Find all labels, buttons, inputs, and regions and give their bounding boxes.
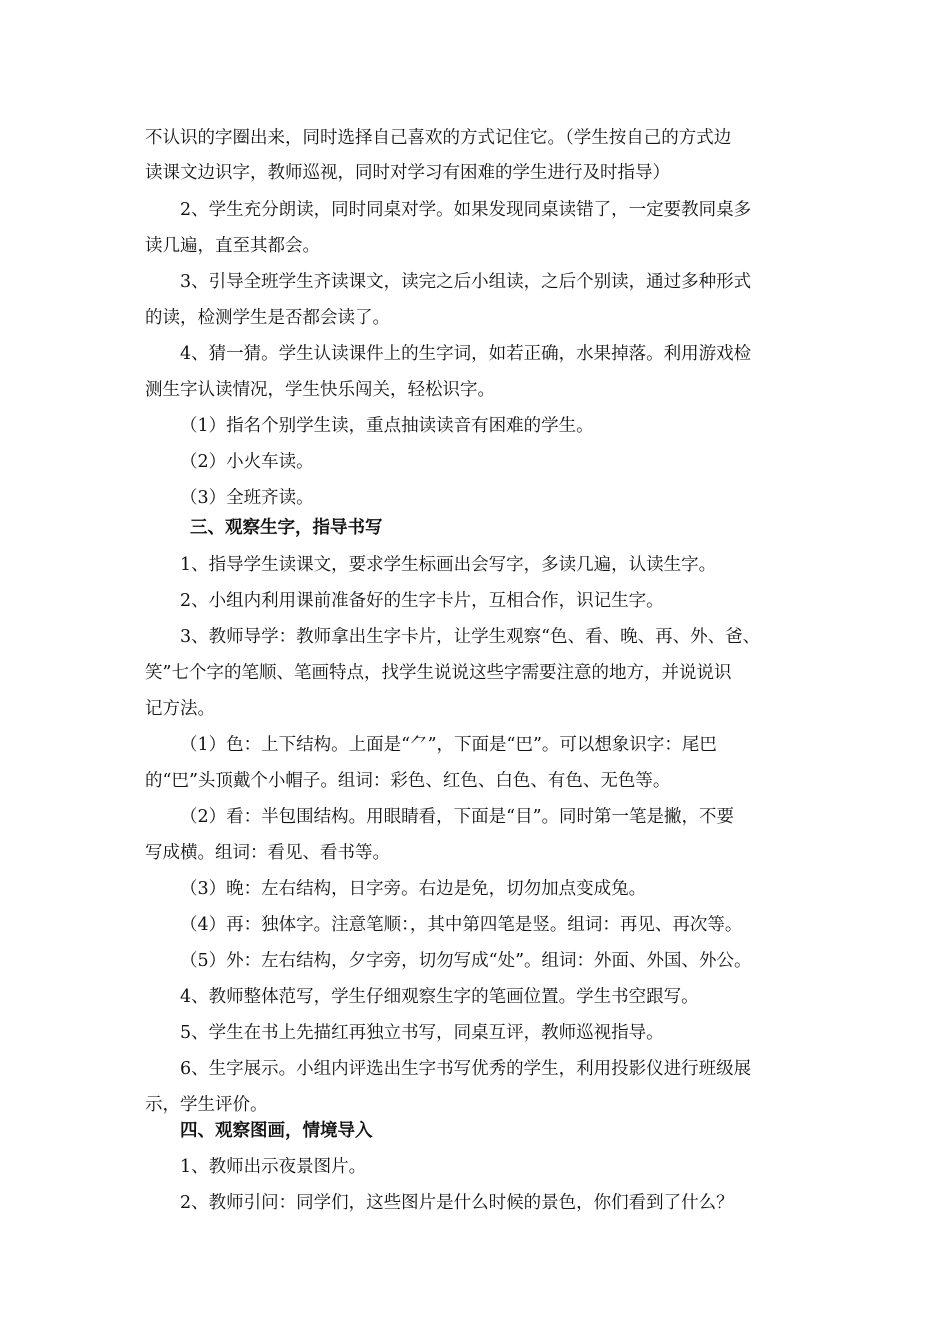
text-line: （5）外：左右结构，夕字旁，切勿写成“处”。组词：外面、外国、外公。 — [180, 951, 752, 971]
text-line: （1）指名个别学生读，重点抽读读音有困难的学生。 — [180, 416, 594, 436]
text-line: 4、教师整体范写，学生仔细观察生字的笔画位置。学生书空跟写。 — [180, 987, 699, 1007]
text-line: 5、学生在书上先描红再独立书写，同桌互评，教师巡视指导。 — [180, 1023, 664, 1043]
text-line: 的读，检测学生是否都会读了。 — [145, 308, 390, 328]
text-line: 6、生字展示。小组内评选出生字书写优秀的学生，利用投影仪进行班级展 — [180, 1059, 752, 1079]
text-line: 3、教师导学：教师拿出生字卡片，让学生观察“色、看、晚、再、外、爸、 — [180, 627, 761, 647]
text-line: 2、小组内利用课前准备好的生字卡片，互相合作，识记生字。 — [180, 591, 664, 611]
text-line: 的“巴”头顶戴个小帽子。组词：彩色、红色、白色、有色、无色等。 — [145, 771, 671, 791]
text-line: 1、指导学生读课文，要求学生标画出会写字，多读几遍，认读生字。 — [180, 555, 717, 575]
text-line: （3）全班齐读。 — [180, 488, 314, 508]
text-line: 测生字认读情况，学生快乐闯关，轻松识字。 — [145, 380, 495, 400]
text-line: （3）晚：左右结构，日字旁。右边是免，切勿加点变成兔。 — [180, 879, 647, 899]
text-line: （2）看：半包围结构。用眼睛看，下面是“目”。同时第一笔是撇，不要 — [180, 807, 735, 827]
text-line: 读课文边识字，教师巡视，同时对学习有困难的学生进行及时指导） — [145, 163, 670, 183]
text-line: 2、教师引问：同学们，这些图片是什么时候的景色，你们看到了什么？ — [180, 1193, 734, 1213]
section-heading: 四、观察图画，情境导入 — [180, 1121, 373, 1141]
text-line: （4）再：独体字。注意笔顺：，其中第四笔是竖。组词：再见、再次等。 — [180, 915, 743, 935]
text-line: 记方法。 — [145, 699, 215, 719]
section-heading: 三、观察生字，指导书写 — [190, 518, 383, 538]
text-line: （2）小火车读。 — [180, 452, 314, 472]
text-line: 2、学生充分朗读，同时同桌对学。如果发现同桌读错了，一定要教同桌多 — [180, 200, 752, 220]
text-line: 1、教师出示夜景图片。 — [180, 1157, 367, 1177]
text-line: 笑”七个字的笔顺、笔画特点，找学生说说这些字需要注意的地方，并说说识 — [145, 663, 732, 683]
text-line: 写成横。组词：看见、看书等。 — [145, 843, 390, 863]
text-line: 读几遍，直至其都会。 — [145, 236, 320, 256]
text-line: 4、猜一猜。学生认读课件上的生字词，如若正确，水果掉落。利用游戏检 — [180, 344, 752, 364]
text-line: （1）色：上下结构。上面是“⺈”，下面是“巴”。可以想象识字：尾巴 — [180, 735, 717, 755]
text-line: 示，学生评价。 — [145, 1095, 268, 1115]
text-line: 不认识的字圈出来，同时选择自己喜欢的方式记住它。（学生按自己的方式边 — [145, 128, 732, 148]
text-line: 3、引导全班学生齐读课文，读完之后小组读，之后个别读，通过多种形式 — [180, 272, 752, 292]
